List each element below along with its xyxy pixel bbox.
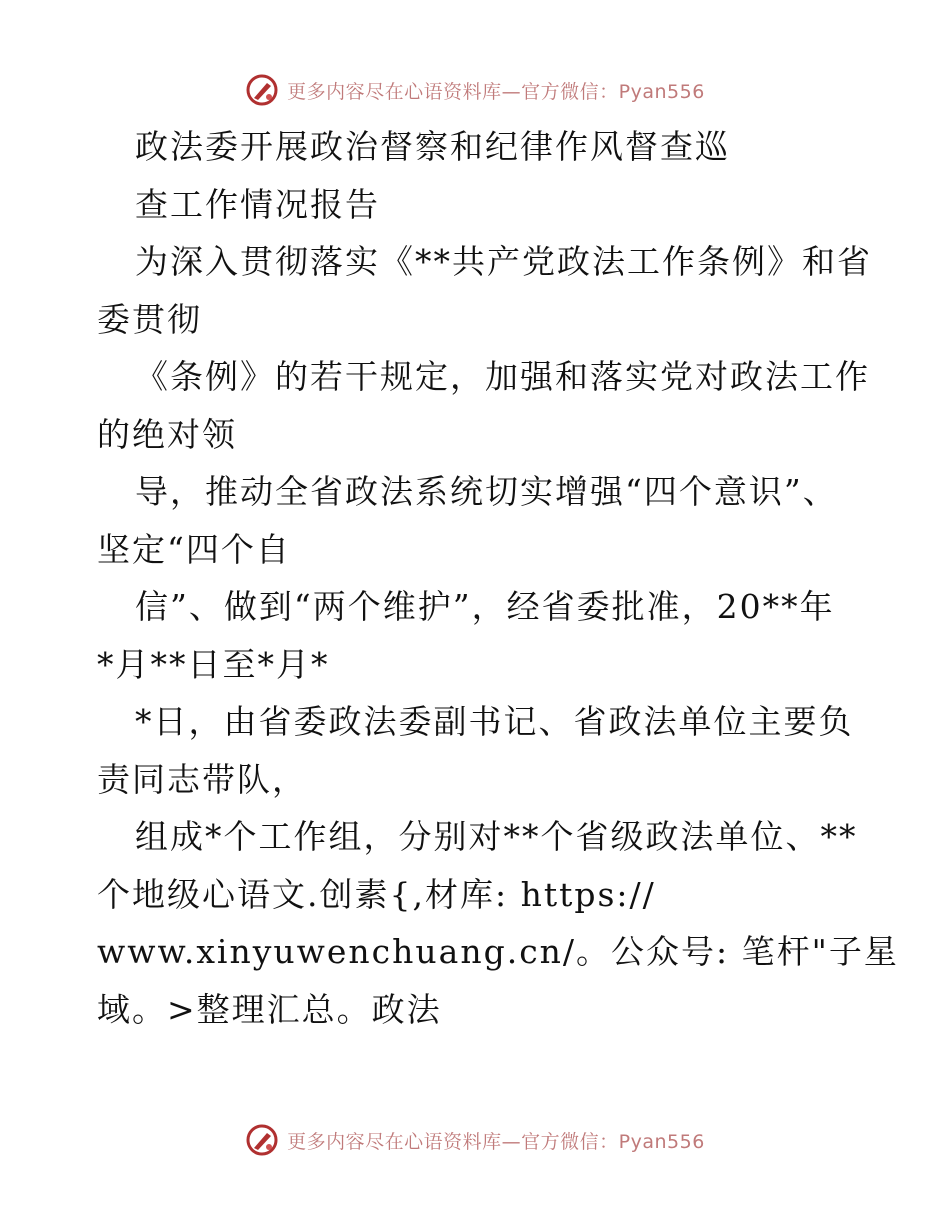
text-line: 的绝对领 (97, 414, 237, 454)
text-line: 组成*个工作组，分别对**个省级政法单位、** (135, 817, 858, 856)
text-line: 委贯彻 (97, 299, 202, 339)
text-line: 个地级心语文.创素{,材库: https:// (97, 874, 656, 914)
text-line: 信”、做到“两个维护”，经省委批准，20**年 (135, 587, 835, 626)
watermark-text: 更多内容尽在心语资料库—官方微信：Pyan556 (287, 1130, 705, 1153)
text-line: 查工作情况报告 (135, 184, 380, 224)
watermark-text: 更多内容尽在心语资料库—官方微信：Pyan556 (287, 80, 705, 103)
pen-circle-logo-icon (245, 73, 279, 107)
text-line: 导，推动全省政法系统切实增强“四个意识”、 (135, 472, 838, 511)
text-line: 为深入贯彻落实《**共产党政法工作条例》和省 (135, 242, 872, 281)
header-watermark-banner (0, 70, 950, 110)
text-line: *月**日至*月* (97, 644, 330, 684)
footer-watermark-banner (0, 1120, 950, 1160)
text-line: 责同志带队， (97, 759, 307, 799)
text-line: 域。>整理汇总。政法 (97, 989, 442, 1029)
text-line: 坚定“四个自 (97, 529, 291, 569)
text-line: 政法委开展政治督察和纪律作风督查巡 (135, 127, 730, 166)
text-line: www.xinyuwenchuang.cn/。公众号: 笔杆"子星 (97, 932, 899, 971)
text-line: 《条例》的若干规定，加强和落实党对政法工作 (135, 357, 870, 396)
text-line: *日，由省委政法委副书记、省政法单位主要负 (135, 702, 854, 741)
pen-circle-logo-icon (245, 1123, 279, 1157)
document-body (97, 118, 899, 1038)
